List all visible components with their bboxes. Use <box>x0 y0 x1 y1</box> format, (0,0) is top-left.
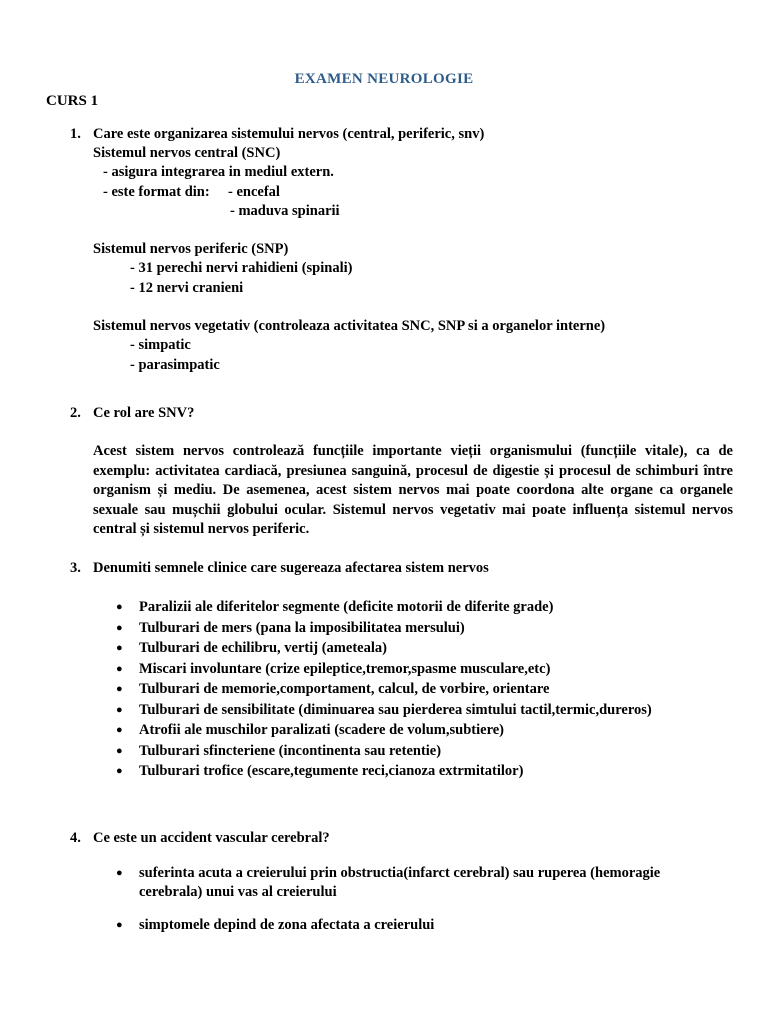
bullet-icon: ● <box>116 724 123 736</box>
list-item: ● Miscari involuntare (crize epileptice,tremor,spasme musculare,etc) <box>116 660 551 677</box>
snp-heading: Sistemul nervos periferic (SNP) <box>93 241 289 257</box>
clinical-signs-list <box>110 598 730 783</box>
snv-answer-paragraph: Acest sistem nervos controlează funcțiile importante vieții organismului (funcțiile vitale), ca de exemplu: activitatea cardiacă, presiunea sanguină, procesul de digestie și procesul de schimburi între organism și mediu. De asemenea, acest sistem nervos mai poate coordona alte organe ca organele sexuale sau mușchii globului ocular. Sistemul nervos vegetativ mai poate influența sistemul nervos central și sistemul nervos periferic. <box>93 443 733 537</box>
list-item: ● Tulburari de mers (pana la imposibilitatea mersului) <box>116 619 465 636</box>
bullet-icon: ● <box>116 621 123 634</box>
snc-heading: Sistemul nervos central (SNC) <box>93 145 281 161</box>
snp-line: - 31 perechi nervi rahidieni (spinali) <box>130 260 353 276</box>
course-heading: CURS 1 <box>46 93 99 109</box>
list-item: ● Tulburari sfincteriene (incontinenta sau retentie) <box>116 742 442 759</box>
bullet-icon: ● <box>116 703 123 716</box>
bullet-icon: ● <box>116 662 123 675</box>
list-item: ● Atrofii ale muschilor paralizati (scadere de volum,subtiere) <box>116 722 505 738</box>
bullet-icon: ● <box>116 919 123 931</box>
document-title: EXAMEN NEUROLOGIE <box>294 71 474 87</box>
stroke-definition: suferinta acuta a creierului prin obstructia(infarct cerebral) sau ruperea (hemoragie cerebrala) unui vas al creierului <box>139 865 661 900</box>
snv-heading: Sistemul nervos vegetativ (controleaza activitatea SNC, SNP si a organelor interne) <box>93 318 606 334</box>
bullet-icon: ● <box>116 744 123 757</box>
snc-line: - encefal <box>228 184 280 200</box>
bullet-icon: ● <box>116 765 123 777</box>
question-number: 3. <box>70 560 81 576</box>
snv-line: - parasimpatic <box>130 357 220 373</box>
list-item: ● Tulburari trofice (escare,tegumente reci,cianoza extrmitatilor) <box>116 763 524 779</box>
snv-line: - simpatic <box>130 337 191 353</box>
snp-line: - 12 nervi cranieni <box>130 280 244 296</box>
snc-line: - maduva spinarii <box>230 203 340 219</box>
bullet-icon: ● <box>116 683 123 695</box>
question-number: 1. <box>70 126 81 142</box>
bullet-icon: ● <box>116 867 123 879</box>
question-text: Care este organizarea sistemului nervos (central, periferic, snv) <box>93 126 485 142</box>
stroke-symptoms: simptomele depind de zona afectata a creierului <box>139 917 435 933</box>
snc-line: - este format din: <box>103 184 210 200</box>
snc-line: - asigura integrarea in mediul extern. <box>103 164 334 180</box>
bullet-icon: ● <box>116 601 123 613</box>
question-text: Ce rol are SNV? <box>93 405 195 421</box>
question-text: Ce este un accident vascular cerebral? <box>93 830 330 846</box>
bullet-icon: ● <box>116 642 123 654</box>
list-item: ● Tulburari de memorie,comportament, calcul, de vorbire, orientare <box>116 681 550 697</box>
list-item: ● Paralizii ale diferitelor segmente (deficite motorii de diferite grade) <box>116 599 554 615</box>
question-text: Denumiti semnele clinice care sugereaza afectarea sistem nervos <box>93 560 489 576</box>
list-item: ● Tulburari de sensibilitate (diminuarea sau pierderea simtului tactil,termic,dureros) <box>116 701 652 718</box>
list-item: ● Tulburari de echilibru, vertij (ameteala) <box>116 640 387 656</box>
question-number: 4. <box>70 830 81 846</box>
question-number: 2. <box>70 405 81 421</box>
